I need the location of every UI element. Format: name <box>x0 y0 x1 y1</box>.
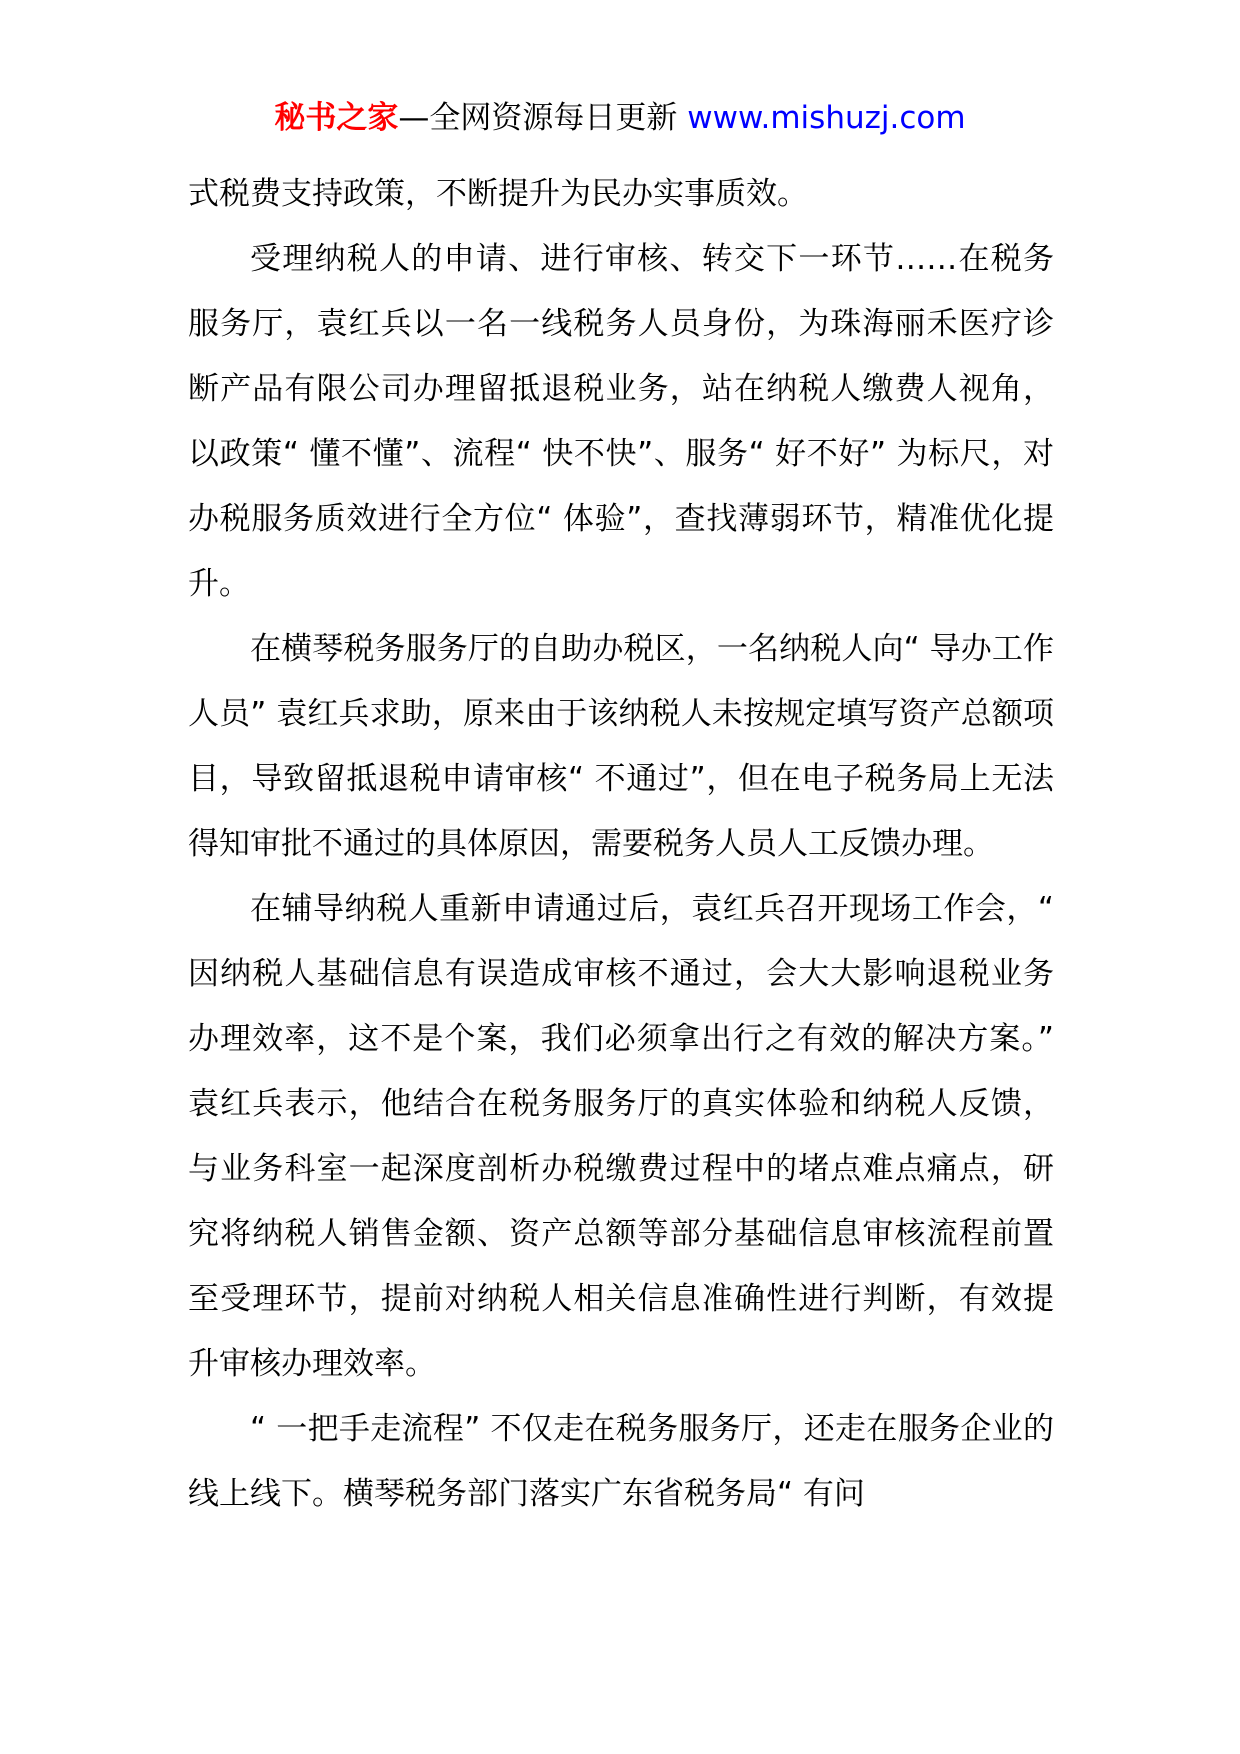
site-url: www.mishuzj.com <box>687 100 966 136</box>
paragraph: 在辅导纳税人重新申请通过后，袁红兵召开现场工作会，“ 因纳税人基础信息有误造成审核不通过，会大大影响退税业务办理效率，这不是个案，我们必须拿出行之有效的解决方案。” 袁红兵表示，他结合在税务服务厅的真实体验和纳税人反馈，与业务科室一起深度剖析办税缴费过程中的堵点难点痛点，研究将纳税人销售金额、资产总额等部分基础信息审核流程前置至受理环节，提前对纳税人相关信息准确性进行判断，有效提升审核办理效率。 <box>188 891 1054 1382</box>
article-body <box>188 162 1054 1527</box>
site-header <box>0 98 1240 138</box>
paragraph: “ 一把手走流程” 不仅走在税务服务厅，还走在服务企业的线上线下。横琴税务部门落实广东省税务局“ 有问 <box>188 1411 1054 1512</box>
site-tagline: —全网资源每日更新 <box>398 100 678 136</box>
site-brand: 秘书之家 <box>274 100 399 136</box>
paragraph: 在横琴税务服务厅的自助办税区，一名纳税人向“ 导办工作人员” 袁红兵求助，原来由于该纳税人未按规定填写资产总额项目，导致留抵退税申请审核“ 不通过”，但在电子税务局上无法得知审批不通过的具体原因，需要税务人员人工反馈办理。 <box>188 631 1054 862</box>
paragraph: 受理纳税人的申请、进行审核、转交下一环节……在税务服务厅，袁红兵以一名一线税务人员身份，为珠海丽禾医疗诊断产品有限公司办理留抵退税业务，站在纳税人缴费人视角，以政策“ 懂不懂”、流程“ 快不快”、服务“ 好不好” 为标尺，对办税服务质效进行全方位“ 体验”，查找薄弱环节，精准优化提升。 <box>188 241 1054 602</box>
paragraph-continued: 式税费支持政策，不断提升为民办实事质效。 <box>188 176 808 212</box>
